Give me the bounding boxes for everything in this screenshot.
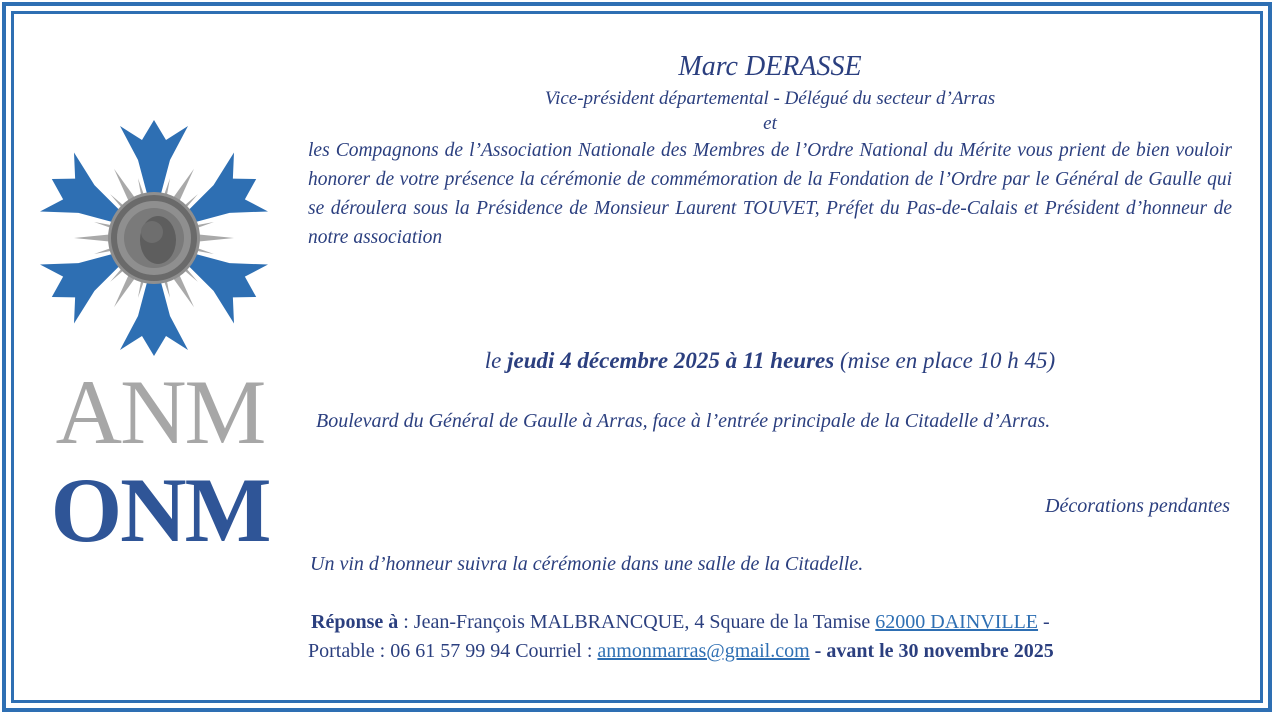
date-prefix: le: [484, 348, 502, 373]
event-date: [308, 345, 1232, 377]
reply-line-1: [311, 608, 1050, 637]
reply-sep: :: [398, 611, 414, 633]
city-link[interactable]: 62000 DAINVILLE: [875, 611, 1039, 633]
logo-onm-text: ONM: [50, 459, 270, 561]
date-bold: jeudi 4 décembre 2025 à 11 heures: [507, 348, 835, 373]
reply-dash: -: [1043, 611, 1050, 633]
invitation-text: les Compagnons de l’Association Nationale des Membres de l’Ordre National du Mérite vous prient de bien vouloir honorer de votre présence la cérémonie de commémoration de la Fondation de l’Ordre par le Général de Gaulle qui se déroulera sous la Présidence de Monsieur Laurent TOUVET, Préfet du Pas-de-Calais et Président d’honneur de notre association: [308, 140, 1232, 248]
date-suffix: (mise en place 10 h 45): [839, 348, 1056, 373]
order-star-emblem-icon: [30, 110, 290, 360]
reply-line-2: [308, 637, 1054, 666]
event-address: Boulevard du Général de Gaulle à Arras, face à l’entrée principale de la Citadelle d’Arras.: [316, 410, 1051, 432]
reception-note: Un vin d’honneur suivra la cérémonie dans une salle de la Citadelle.: [310, 553, 864, 575]
reply-contact: Jean-François MALBRANCQUE, 4 Square de la Tamise: [413, 611, 871, 633]
phone-text: Portable : 06 61 57 99 94 Courriel :: [308, 640, 593, 662]
conjunction-et: et: [763, 113, 777, 134]
logo-anm-text: ANM: [55, 361, 265, 463]
reply-label: Réponse à: [311, 611, 399, 633]
invitation-body: [308, 48, 1232, 252]
reply-deadline: - avant le 30 novembre 2025: [814, 640, 1054, 662]
anm-onm-logo: [30, 110, 290, 570]
dress-code: Décorations pendantes: [1045, 495, 1230, 517]
host-name: Marc DERASSE: [678, 51, 862, 82]
email-link[interactable]: anmonmarras@gmail.com: [597, 640, 810, 662]
host-role: Vice-président départemental - Délégué du secteur d’Arras: [544, 88, 996, 109]
